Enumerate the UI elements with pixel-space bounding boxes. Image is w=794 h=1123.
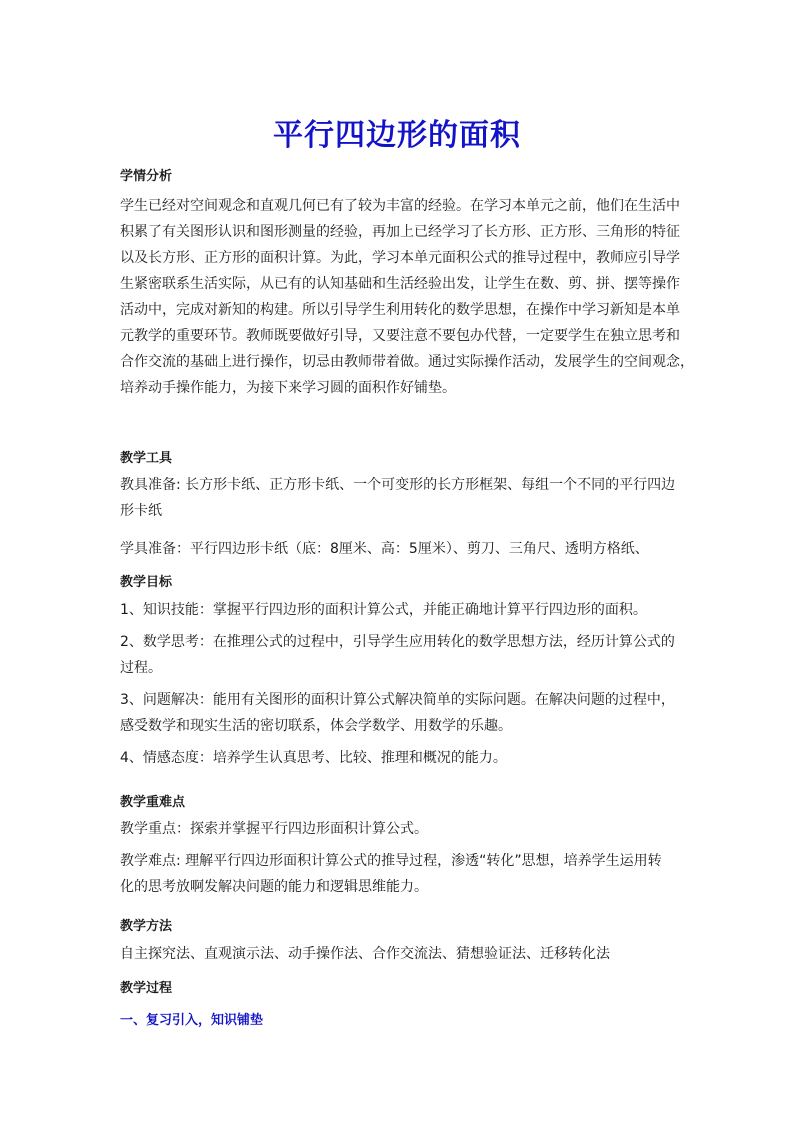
methods-text: 自主探究法、直观演示法、动手操作法、合作交流法、猜想验证法、迁移转化法 <box>120 946 610 962</box>
text-line: 生紧密联系生活实际，从已有的认知基础和生活经验出发，让学生在数、剪、拼、摆等操作 <box>120 276 680 292</box>
goal-item: 1、知识技能：掌握平行四边形的面积计算公式，并能正确地计算平行四边形的面积。 <box>120 602 647 618</box>
text-line: 培养动手操作能力，为接下来学习圆的面积作好铺垫。 <box>120 380 456 396</box>
section-heading-goals: 教学目标 <box>120 575 173 590</box>
student-tools: 学具准备：平行四边形卡纸（底：8厘米、高：5厘米）、剪刀、三角尺、透明方格纸、 <box>120 541 649 557</box>
text-line: 活动中，完成对新知的构建。所以引导学生利用转化的数学思想，在操作中学习新知是本单 <box>120 302 680 318</box>
text-line: 合作交流的基础上进行操作，切忌由教师带着做。通过实际操作活动，发展学生的空间观念， <box>120 354 694 370</box>
goal-item-continuation: 感受数学和现实生活的密切联系，体会学数学、用数学的乐趣。 <box>120 718 512 734</box>
text-line: 元教学的重要环节。教师既要做好引导，又要注意不要包办代替，一定要学生在独立思考和 <box>120 328 680 344</box>
text-line: 教具准备: 长方形卡纸、正方形卡纸、一个可变形的长方形框架、每组一个不同的平行四边 <box>120 477 676 493</box>
document-title: 平行四边形的面积 <box>273 118 521 153</box>
teaching-focus: 教学重点：探索并掌握平行四边形面积计算公式。 <box>120 821 428 837</box>
section-heading-tools: 教学工具 <box>120 451 173 466</box>
teaching-difficulty <box>120 848 680 900</box>
text-line: 教学难点: 理解平行四边形面积计算公式的推导过程，渗透“转化”思想，培养学生运用转 <box>120 853 662 869</box>
goal-item: 3、问题解决：能用有关图形的面积计算公式解决简单的实际问题。在解决问题的过程中， <box>120 692 675 708</box>
goal-item-continuation: 过程。 <box>120 660 162 676</box>
text-line: 以及长方形、正方形的面积计算。为此，学习本单元面积公式的推导过程中，教师应引导学 <box>120 250 680 266</box>
goal-item: 2、数学思考：在推理公式的过程中，引导学生应用转化的数学思想方法，经历计算公式的 <box>120 634 675 650</box>
goal-item: 4、情感态度：培养学生认真思考、比较、推理和概况的能力。 <box>120 750 507 766</box>
text-line: 形卡纸 <box>120 503 162 519</box>
teacher-tools <box>120 472 680 524</box>
section-heading-process: 教学过程 <box>120 981 173 996</box>
section-heading-methods: 教学方法 <box>120 919 173 934</box>
goals-list <box>120 597 680 771</box>
section-heading-analysis: 学情分析 <box>120 169 173 184</box>
text-line: 积累了有关图形认识和图形测量的经验，再加上已经学习了长方形、正方形、三角形的特征 <box>120 224 680 240</box>
process-step-heading: 一、复习引入，知识铺垫 <box>120 1013 264 1028</box>
section-heading-keypoints: 教学重难点 <box>120 795 186 810</box>
text-line: 学生已经对空间观念和直观几何已有了较为丰富的经验。在学习本单元之前，他们在生活中 <box>120 198 680 214</box>
analysis-paragraph <box>120 193 694 401</box>
text-line: 化的思考放啊发解决问题的能力和逻辑思维能力。 <box>120 879 428 895</box>
